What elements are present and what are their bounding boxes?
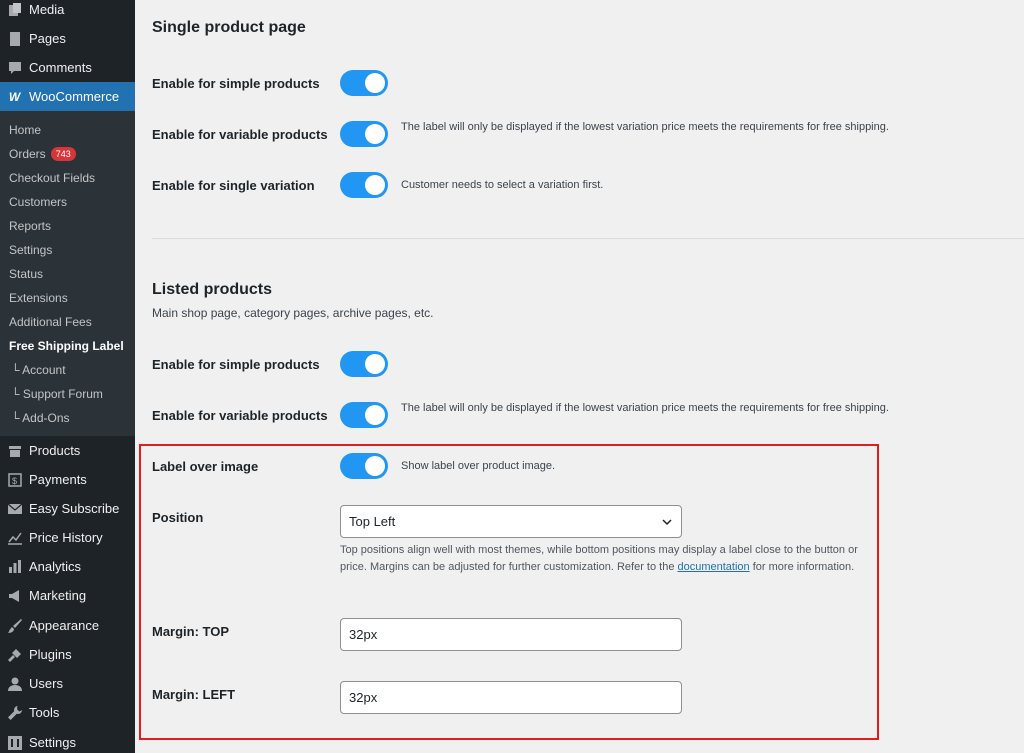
menu-analytics[interactable] (0, 552, 135, 581)
svg-text:$: $ (11, 475, 17, 486)
admin-sidebar (0, 0, 135, 753)
payments-icon (0, 472, 29, 488)
menu-plugins[interactable] (0, 640, 135, 669)
label-over-image-description: Show label over product image. (401, 460, 556, 472)
menu-label: Media (29, 2, 65, 17)
menu-label: Marketing (29, 588, 87, 603)
section-divider (152, 238, 1024, 239)
products-icon (0, 443, 29, 459)
help-text-start: Top positions align well with most themes, while bottom positions may display a label close to the button or price. Margins can be adjusted for further customization. Refer to the (340, 544, 858, 573)
woocommerce-icon: W (8, 89, 21, 104)
position-select[interactable] (340, 505, 682, 538)
menu-settings[interactable] (0, 728, 135, 753)
submenu-extensions[interactable]: Extensions (9, 291, 68, 305)
menu-tools[interactable] (0, 698, 135, 727)
menu-label: Appearance (29, 618, 100, 633)
submenu-customers[interactable]: Customers (9, 195, 68, 209)
position-selected-value: Top Left (349, 514, 396, 529)
submenu-checkout-fields[interactable]: Checkout Fields (9, 171, 96, 185)
submenu-support-forum[interactable]: └ Support Forum (11, 387, 103, 401)
megaphone-icon (0, 588, 29, 604)
submenu-add-ons[interactable]: └ Add-Ons (11, 411, 70, 425)
menu-users[interactable] (0, 669, 135, 698)
menu-marketing[interactable] (0, 581, 135, 610)
menu-label: Payments (29, 472, 87, 487)
submenu-home[interactable]: Home (9, 123, 42, 137)
menu-appearance[interactable] (0, 611, 135, 640)
single-variable-label: Enable for variable products (152, 127, 328, 142)
orders-count-badge: 743 (51, 147, 76, 161)
position-label: Position (152, 510, 204, 525)
single-variation-label: Enable for single variation (152, 178, 315, 193)
margin-top-label: Margin: TOP (152, 624, 230, 639)
submenu-account[interactable]: └ Account (11, 363, 66, 377)
submenu-settings[interactable]: Settings (9, 243, 53, 257)
help-text-end: for more information. (749, 561, 855, 573)
position-help-text (340, 542, 860, 576)
comments-icon (0, 60, 29, 76)
menu-pages[interactable] (0, 24, 135, 53)
menu-label: Products (29, 443, 81, 458)
pages-icon (0, 31, 29, 47)
margin-top-input[interactable] (340, 618, 682, 651)
menu-label: Plugins (29, 647, 72, 662)
menu-label: Users (29, 676, 63, 691)
submenu-free-shipping-label[interactable]: Free Shipping Label (9, 339, 124, 353)
margin-left-label: Margin: LEFT (152, 687, 236, 702)
menu-media[interactable] (0, 0, 135, 24)
menu-label: Settings (29, 735, 76, 750)
listed-variable-label: Enable for variable products (152, 408, 328, 423)
menu-comments[interactable] (0, 53, 135, 82)
menu-price-history[interactable] (0, 523, 135, 552)
menu-label: Tools (29, 705, 60, 720)
mail-icon (0, 501, 29, 517)
menu-payments[interactable] (0, 465, 135, 494)
submenu-label: Orders (9, 147, 46, 161)
submenu-reports[interactable]: Reports (9, 219, 52, 233)
documentation-link[interactable]: documentation (677, 561, 750, 573)
menu-label: Analytics (29, 559, 82, 574)
brush-icon (0, 618, 29, 634)
single-variation-description: Customer needs to select a variation first. (401, 179, 604, 191)
user-icon (0, 676, 29, 692)
margin-left-input[interactable] (340, 681, 682, 714)
single-simple-label: Enable for simple products (152, 76, 320, 91)
listed-products-heading: Listed products (152, 281, 273, 298)
submenu-additional-fees[interactable]: Additional Fees (9, 315, 92, 329)
menu-label: Comments (29, 60, 92, 75)
single-product-heading: Single product page (152, 19, 306, 36)
chart-line-icon (0, 530, 29, 546)
menu-label: Price History (29, 530, 103, 545)
label-over-image-toggle[interactable] (340, 453, 388, 479)
submenu-status[interactable]: Status (9, 267, 44, 281)
listed-variable-description: The label will only be displayed if the lowest variation price meets the requirements for free shipping. (401, 402, 889, 414)
menu-label: Pages (29, 31, 66, 46)
submenu-orders[interactable] (9, 147, 76, 161)
single-variation-toggle[interactable] (340, 172, 388, 198)
listed-simple-label: Enable for simple products (152, 357, 320, 372)
single-variable-description: The label will only be displayed if the lowest variation price meets the requirements for free shipping. (401, 121, 889, 133)
wrench-icon (0, 705, 29, 721)
woocommerce-submenu (0, 111, 135, 436)
menu-label: WooCommerce (29, 89, 120, 104)
menu-products[interactable] (0, 436, 135, 465)
listed-simple-toggle[interactable] (340, 351, 388, 377)
single-variable-toggle[interactable] (340, 121, 388, 147)
label-over-image-label: Label over image (152, 459, 259, 474)
single-simple-toggle[interactable] (340, 70, 388, 96)
menu-label: Easy Subscribe (29, 501, 120, 516)
analytics-icon (0, 559, 29, 575)
listed-products-subtitle: Main shop page, category pages, archive pages, etc. (152, 306, 434, 320)
menu-woocommerce[interactable] (0, 82, 135, 111)
media-icon (0, 2, 29, 18)
listed-variable-toggle[interactable] (340, 402, 388, 428)
chevron-down-icon (661, 516, 673, 528)
plug-icon (0, 647, 29, 663)
menu-easy-subscribe[interactable] (0, 494, 135, 523)
settings-icon (0, 735, 29, 751)
